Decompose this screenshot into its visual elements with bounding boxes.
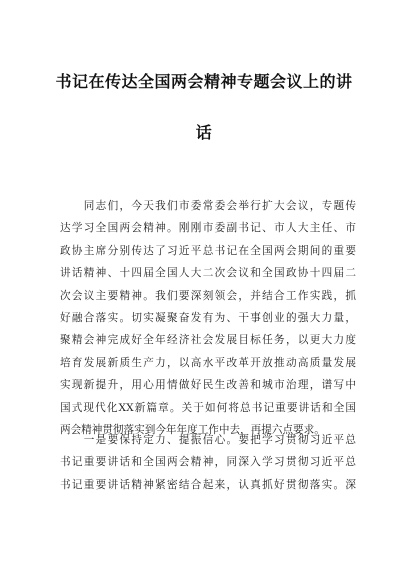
paragraph-line: 政协主席分别传达了习近平总书记在全国两会期间的重要 — [60, 244, 356, 257]
paragraph-line: 聚精会神完成好全年经济社会发展目标任务，以更大力度 — [60, 334, 356, 347]
paragraph-line: 实现新提升，用心用情做好民生改善和城市治理，谱写中 — [60, 379, 356, 392]
paragraph-2 — [60, 429, 356, 496]
paragraph-line: 两会精神贯彻落实到今年年度工作中去，再提六点要求。 — [60, 423, 325, 436]
paragraph-line: 讲话精神、十四届全国人大二次会议和全国政协十四届二 — [60, 267, 356, 280]
document-title-line-2: 话 — [195, 123, 213, 142]
paragraph-line: 书记重要讲话精神紧密结合起来，认真抓好贯彻落实。深 — [60, 478, 356, 491]
paragraph-line: 好融合落实。切实凝聚奋发有为、干事创业的强大力量， — [60, 311, 356, 324]
paragraph-line: 培育发展新质生产力，以高水平改革开放推动高质量发展 — [60, 356, 356, 369]
paragraph-line: 达学习全国两会精神。刚刚市委副书记、市人大主任、市 — [60, 222, 356, 235]
paragraph-1 — [60, 195, 356, 441]
paragraph-line: 次会议主要精神。我们要深刻领会，并结合工作实践，抓 — [60, 289, 356, 302]
paragraph-line: 一是要保持定力、提振信心。要把学习贯彻习近平总 — [60, 434, 356, 446]
paragraph-line: 书记重要讲话和全国两会精神，同深入学习贯彻习近平总 — [60, 456, 356, 469]
paragraph-line: 国式现代化XX新篇章。关于如何将总书记重要讲话和全国 — [60, 401, 356, 414]
document-title-line-1: 书记在传达全国两会精神专题会议上的讲 — [55, 72, 353, 91]
paragraph-line: 同志们，今天我们市委常委会举行扩大会议，专题传 — [60, 200, 356, 212]
